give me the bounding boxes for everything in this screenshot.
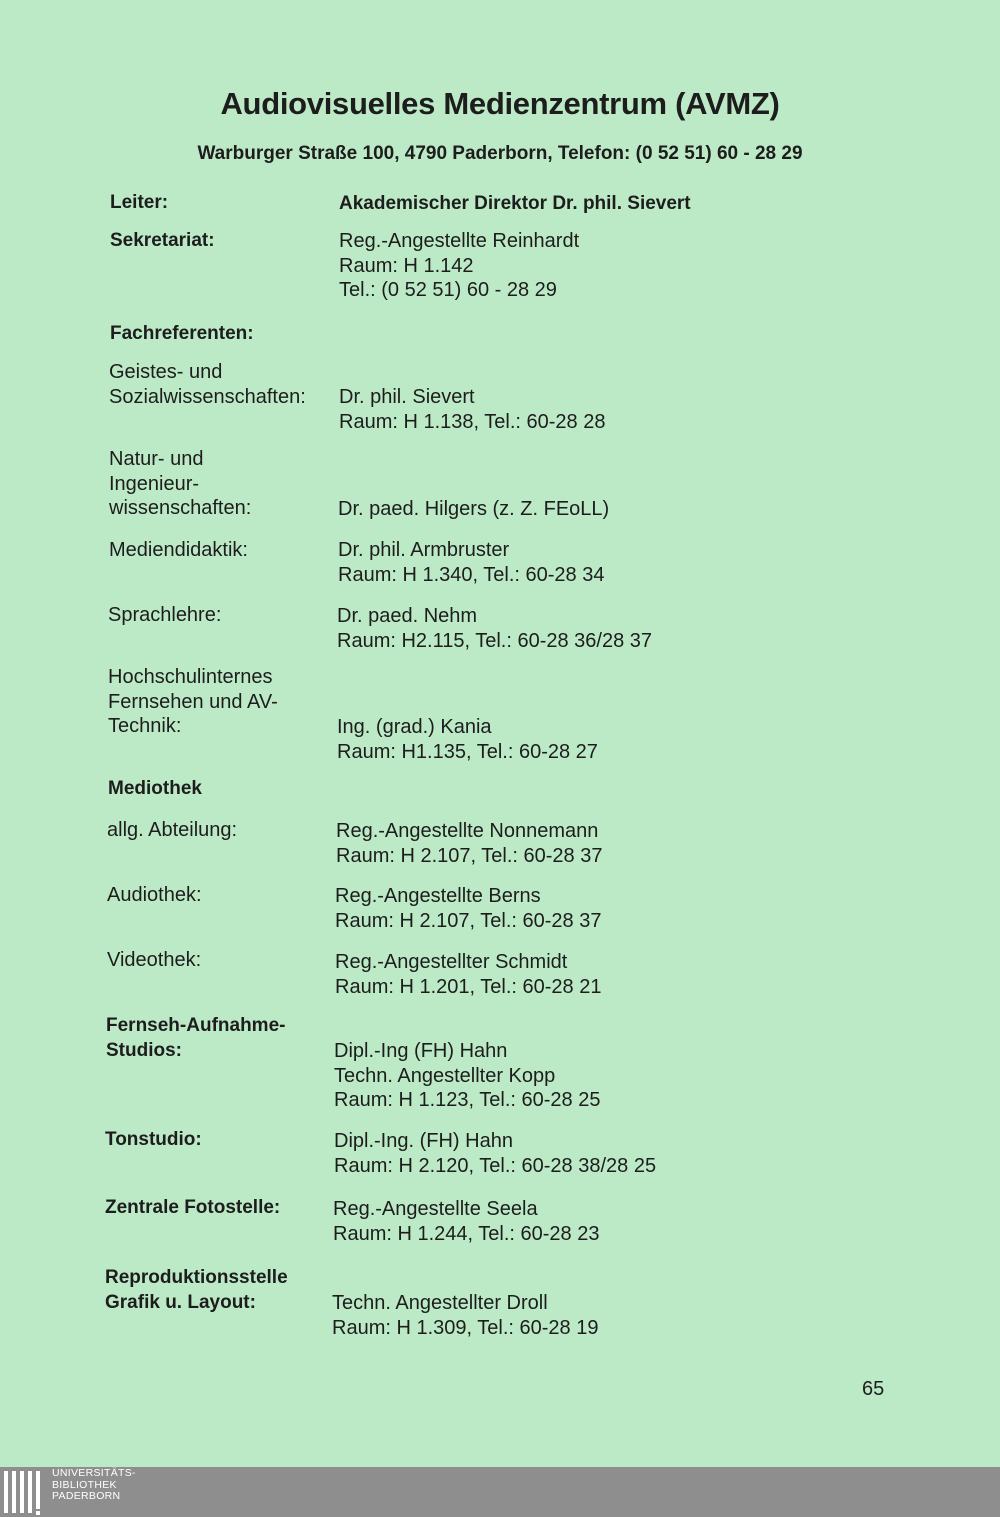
fernsehen-line: Ing. (grad.) Kania xyxy=(337,716,492,738)
fernsehen-label xyxy=(108,665,278,739)
page-title: Audiovisuelles Medienzentrum (AVMZ) xyxy=(220,86,780,121)
sekretariat-line: Raum: H 1.142 xyxy=(339,254,474,277)
geistes-label-line: Sozialwissenschaften: xyxy=(109,385,306,408)
studios-label xyxy=(106,1014,285,1063)
natur-line: Dr. paed. Hilgers (z. Z. FEoLL) xyxy=(338,498,610,520)
sekretariat-label: Sekretariat: xyxy=(110,230,215,251)
tonstudio-value xyxy=(334,1129,656,1178)
studios-label-line: Fernseh-Aufnahme- xyxy=(106,1015,286,1036)
leiter-label: Leiter: xyxy=(110,192,169,213)
sekretariat-line: Reg.-Angestellte Reinhardt xyxy=(339,230,580,252)
mediendidaktik-value xyxy=(338,538,604,587)
repro-line: Raum: H 1.309, Tel.: 60-28 19 xyxy=(332,1316,599,1339)
fernsehen-value xyxy=(337,715,598,764)
studios-label-line: Studios: xyxy=(106,1039,182,1061)
logo-text-line: UNIVERSITÄTS- xyxy=(52,1467,136,1479)
library-logo-text xyxy=(52,1468,136,1503)
logo-text-line: BIBLIOTHEK xyxy=(52,1478,117,1491)
geistes-line: Raum: H 1.138, Tel.: 60-28 28 xyxy=(339,410,606,433)
audiothek-value xyxy=(335,884,601,933)
natur-value xyxy=(338,497,609,522)
geistes-label-line: Geistes- und xyxy=(109,361,223,383)
foto-value xyxy=(333,1197,599,1246)
page-number: 65 xyxy=(862,1378,885,1400)
mediendidaktik-label: Mediendidaktik: xyxy=(109,539,248,561)
natur-label-line: Natur- und xyxy=(109,448,204,470)
address-line: Warburger Straße 100, 4790 Paderborn, Telefon: (0 52 51) 60 - 28 29 xyxy=(197,143,803,164)
videothek-line: Reg.-Angestellter Schmidt xyxy=(335,951,568,973)
natur-label-line: Ingenieur- xyxy=(109,472,200,495)
repro-value xyxy=(332,1291,598,1340)
sprachlehre-line: Dr. paed. Nehm xyxy=(337,605,478,627)
sekretariat-value xyxy=(339,229,579,303)
fernsehen-label-line: Hochschulinternes xyxy=(108,666,273,688)
tonstudio-line: Dipl.-Ing. (FH) Hahn xyxy=(334,1130,513,1152)
natur-label xyxy=(109,447,251,521)
fernsehen-line: Raum: H1.135, Tel.: 60-28 27 xyxy=(337,740,598,763)
sprachlehre-line: Raum: H2.115, Tel.: 60-28 36/28 37 xyxy=(337,629,653,652)
mediendidaktik-line: Raum: H 1.340, Tel.: 60-28 34 xyxy=(338,563,605,586)
foto-line: Reg.-Angestellte Seela xyxy=(333,1198,538,1220)
foto-line: Raum: H 1.244, Tel.: 60-28 23 xyxy=(333,1222,600,1245)
leiter-value xyxy=(339,192,691,217)
allg-label: allg. Abteilung: xyxy=(107,819,238,841)
repro-line: Techn. Angestellter Droll xyxy=(332,1292,548,1314)
sekretariat-line: Tel.: (0 52 51) 60 - 28 29 xyxy=(339,279,557,301)
foto-label: Zentrale Fotostelle: xyxy=(105,1197,281,1218)
geistes-label xyxy=(109,360,306,409)
sprachlehre-label: Sprachlehre: xyxy=(108,604,222,626)
videothek-label: Videothek: xyxy=(107,949,202,971)
fernsehen-label-line: Technik: xyxy=(108,715,182,737)
studios-value xyxy=(334,1039,600,1113)
allg-line: Reg.-Angestellte Nonnemann xyxy=(336,820,599,842)
audiothek-line: Reg.-Angestellte Berns xyxy=(335,885,541,907)
allg-value xyxy=(336,819,602,868)
natur-label-line: wissenschaften: xyxy=(109,497,252,519)
studios-line: Techn. Angestellter Kopp xyxy=(334,1064,556,1087)
leiter-line: Akademischer Direktor Dr. phil. Sievert xyxy=(339,193,691,214)
footer-bar xyxy=(0,1467,1000,1517)
sprachlehre-value xyxy=(337,604,652,653)
tonstudio-line: Raum: H 2.120, Tel.: 60-28 38/28 25 xyxy=(334,1154,657,1177)
section-heading-mediothek: Mediothek xyxy=(108,778,202,799)
studios-line: Dipl.-Ing (FH) Hahn xyxy=(334,1040,508,1062)
mediendidaktik-line: Dr. phil. Armbruster xyxy=(338,539,510,561)
videothek-line: Raum: H 1.201, Tel.: 60-28 21 xyxy=(335,975,602,998)
logo-text-line: PADERBORN xyxy=(52,1490,121,1502)
audiothek-line: Raum: H 2.107, Tel.: 60-28 37 xyxy=(335,909,602,932)
studios-line: Raum: H 1.123, Tel.: 60-28 25 xyxy=(334,1089,601,1111)
geistes-line: Dr. phil. Sievert xyxy=(339,386,475,408)
audiothek-label: Audiothek: xyxy=(107,884,202,906)
tonstudio-label: Tonstudio: xyxy=(105,1129,202,1150)
videothek-value xyxy=(335,950,601,999)
geistes-value xyxy=(339,385,605,434)
repro-label xyxy=(105,1266,288,1315)
section-heading-fachreferenten: Fachreferenten: xyxy=(110,323,254,344)
library-logo-icon xyxy=(3,1467,47,1517)
fernsehen-label-line: Fernsehen und AV- xyxy=(108,690,278,713)
repro-label-line: Reproduktionsstelle xyxy=(105,1267,288,1288)
repro-label-line: Grafik u. Layout: xyxy=(105,1291,256,1313)
allg-line: Raum: H 2.107, Tel.: 60-28 37 xyxy=(336,844,603,867)
